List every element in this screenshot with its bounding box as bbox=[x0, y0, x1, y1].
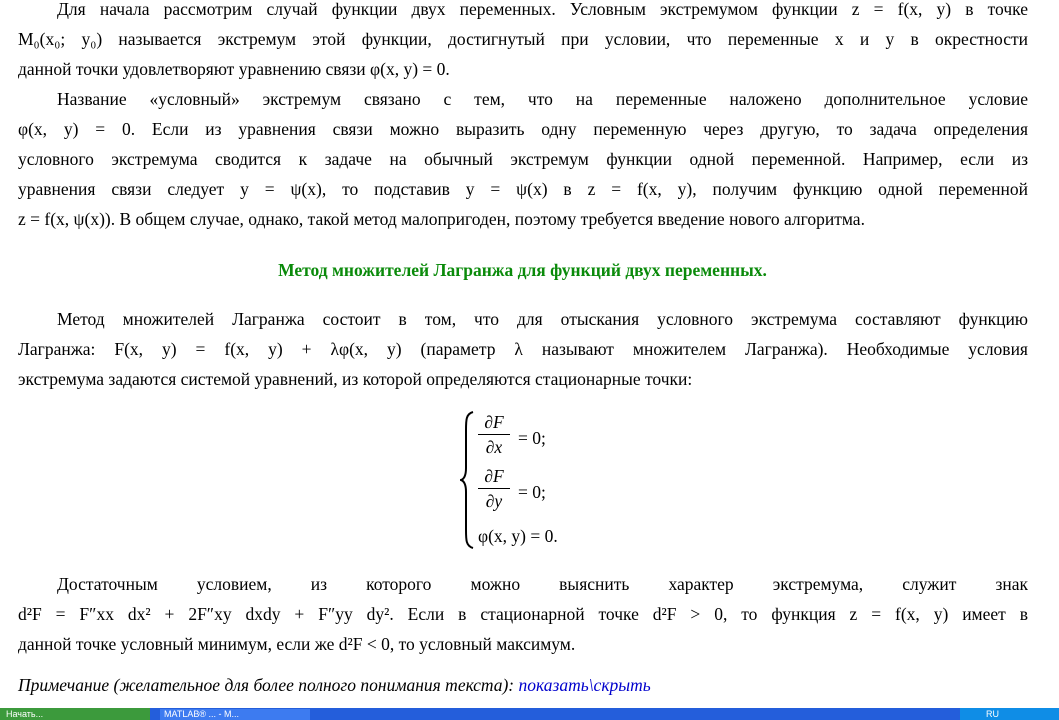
system-tray: RU bbox=[960, 708, 1059, 720]
show-hide-link[interactable]: показать\скрыть bbox=[518, 675, 651, 695]
start-button[interactable]: Начать... bbox=[0, 708, 150, 720]
paragraph-3-line-3: экстремума задаются системой уравнений, из которой определяются стационарные точки: bbox=[18, 369, 693, 389]
fraction-numerator: ∂F bbox=[484, 466, 504, 486]
fraction-dF-dy bbox=[476, 464, 512, 513]
paragraph-4-line-1: Достаточным условием, из которого можно выяснить характер экстремума, служит знак bbox=[57, 574, 1028, 594]
note bbox=[18, 672, 651, 698]
fraction-denominator: ∂x bbox=[485, 437, 503, 457]
paragraph-1-line-2: M₀(x₀; y₀) называется экстремум этой функции, достигнутый при условии, что переменные x и y в окрестности bbox=[18, 29, 1028, 49]
paragraph-1-line-3: данной точки удовлетворяют уравнению связи φ(x, y) = 0. bbox=[18, 59, 450, 79]
taskbar bbox=[0, 708, 1059, 720]
paragraph-4-line-2: d²F = F″xx dx² + 2F″xy dxdy + F″yy dy². Если в стационарной точке d²F > 0, то функция z = f(x, y) имеет в bbox=[18, 604, 1028, 624]
fraction-dF-dx bbox=[476, 410, 512, 459]
paragraph-2-line-1: Название «условный» экстремум связано с тем, что на переменные наложено дополнительное условие bbox=[57, 89, 1028, 109]
paragraph-1-line-1: Для начала рассмотрим случай функции двух переменных. Условным экстремумом функции z = f(x, y) в точке bbox=[57, 0, 1028, 19]
left-brace bbox=[460, 410, 476, 550]
paragraph-3-line-1: Метод множителей Лагранжа состоит в том, что для отыскания условного экстремума составляют функцию bbox=[57, 309, 1028, 329]
section-heading: Метод множителей Лагранжа для функций двух переменных. bbox=[278, 260, 767, 280]
paragraph-3-line-2: Лагранжа: F(x, y) = f(x, y) + λφ(x, y) (параметр λ называют множителем Лагранжа). Необходимые условия bbox=[18, 339, 1028, 359]
equation-1-tail: = 0; bbox=[518, 428, 546, 448]
paragraph-2-line-3: условного экстремума сводится к задаче на обычный экстремум функции одной переменной. Например, если из bbox=[18, 149, 1028, 169]
paragraph-2-line-2: φ(x, y) = 0. Если из уравнения связи можно выразить одну переменную через другую, то задача определения bbox=[18, 119, 1028, 139]
paragraph-2-line-4: уравнения связи следует y = ψ(x), то подставив y = ψ(x) в z = f(x, y), получим функцию одной переменной bbox=[18, 179, 1028, 199]
taskbar-item[interactable]: MATLAB® ... - M... bbox=[160, 709, 310, 720]
fraction-denominator: ∂y bbox=[485, 491, 503, 511]
note-label: Примечание (желательное для более полного понимания текста): bbox=[18, 675, 515, 695]
equation-2-tail: = 0; bbox=[518, 482, 546, 502]
equation-system bbox=[460, 410, 620, 550]
equation-3: φ(x, y) = 0. bbox=[478, 526, 558, 546]
paragraph-4-line-3: данной точке условный минимум, если же d²F < 0, то условный максимум. bbox=[18, 634, 576, 654]
paragraph-2-line-5: z = f(x, ψ(x)). В общем случае, однако, такой метод малопригоден, поэтому требуется введение нового алгоритма. bbox=[18, 209, 865, 229]
fraction-numerator: ∂F bbox=[484, 412, 504, 432]
